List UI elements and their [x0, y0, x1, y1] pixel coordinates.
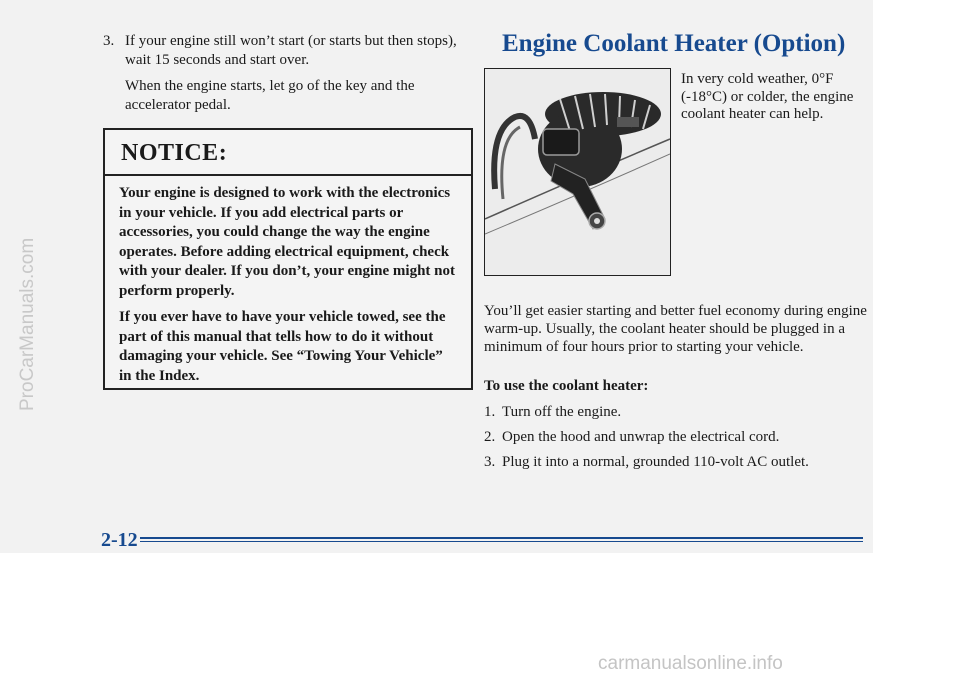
page-number: 2-12 [101, 529, 138, 551]
use-heading: To use the coolant heater: [484, 378, 649, 394]
section-title: Engine Coolant Heater (Option) [502, 30, 846, 57]
step-number: 3. [484, 454, 496, 470]
step-text: Plug it into a normal, grounded 110-volt AC outlet. [502, 454, 809, 470]
notice-paragraph-1: Your engine is designed to work with the electronics in your vehicle. If you add electrical parts or accessories, you could change the way the engine operates. Before adding electrical equipment, check with your dealer. If you don’t, your engine might not perform properly. [119, 185, 456, 299]
notice-box [103, 128, 473, 390]
side-watermark [6, 110, 38, 411]
list-item [484, 453, 869, 478]
notice-body [119, 184, 459, 393]
intro-paragraph: In very cold weather, 0°F (-18°C) or colder, the engine coolant heater can help. [681, 71, 854, 122]
benefits-paragraph: You’ll get easier starting and better fuel economy during engine warm-up. Usually, the coolant heater should be plugged in a minimum of four hours prior to starting your vehicle. [484, 303, 867, 355]
coolant-steps-list [484, 403, 869, 478]
notice-header [105, 130, 471, 176]
list-item [484, 403, 869, 428]
step-text: If your engine still won’t start (or starts but then stops), wait 15 seconds and start over. [125, 33, 457, 68]
step-text: Open the hood and unwrap the electrical cord. [502, 429, 780, 445]
after-start-paragraph: When the engine starts, let go of the key and the accelerator pedal. [125, 78, 415, 113]
footer-rule-thin [140, 541, 863, 542]
coolant-heater-illustration [484, 68, 671, 276]
step-number: 2. [484, 429, 496, 445]
step-text: Turn off the engine. [502, 404, 622, 420]
notice-paragraph-2: If you ever have to have your vehicle towed, see the part of this manual that tells how to do it without damaging your vehicle. See “Towing Your Vehicle” in the Index. [119, 309, 446, 384]
list-item [484, 428, 869, 453]
notice-title: NOTICE: [121, 140, 228, 166]
step-number: 1. [484, 404, 496, 420]
step-3 [103, 32, 463, 70]
step-number: 3. [103, 33, 115, 49]
footer-rule [140, 537, 863, 539]
side-watermark-text: ProCarManuals.com [17, 237, 38, 411]
bottom-watermark: carmanualsonline.info [598, 653, 783, 674]
coolant-heater-icon [485, 69, 670, 275]
